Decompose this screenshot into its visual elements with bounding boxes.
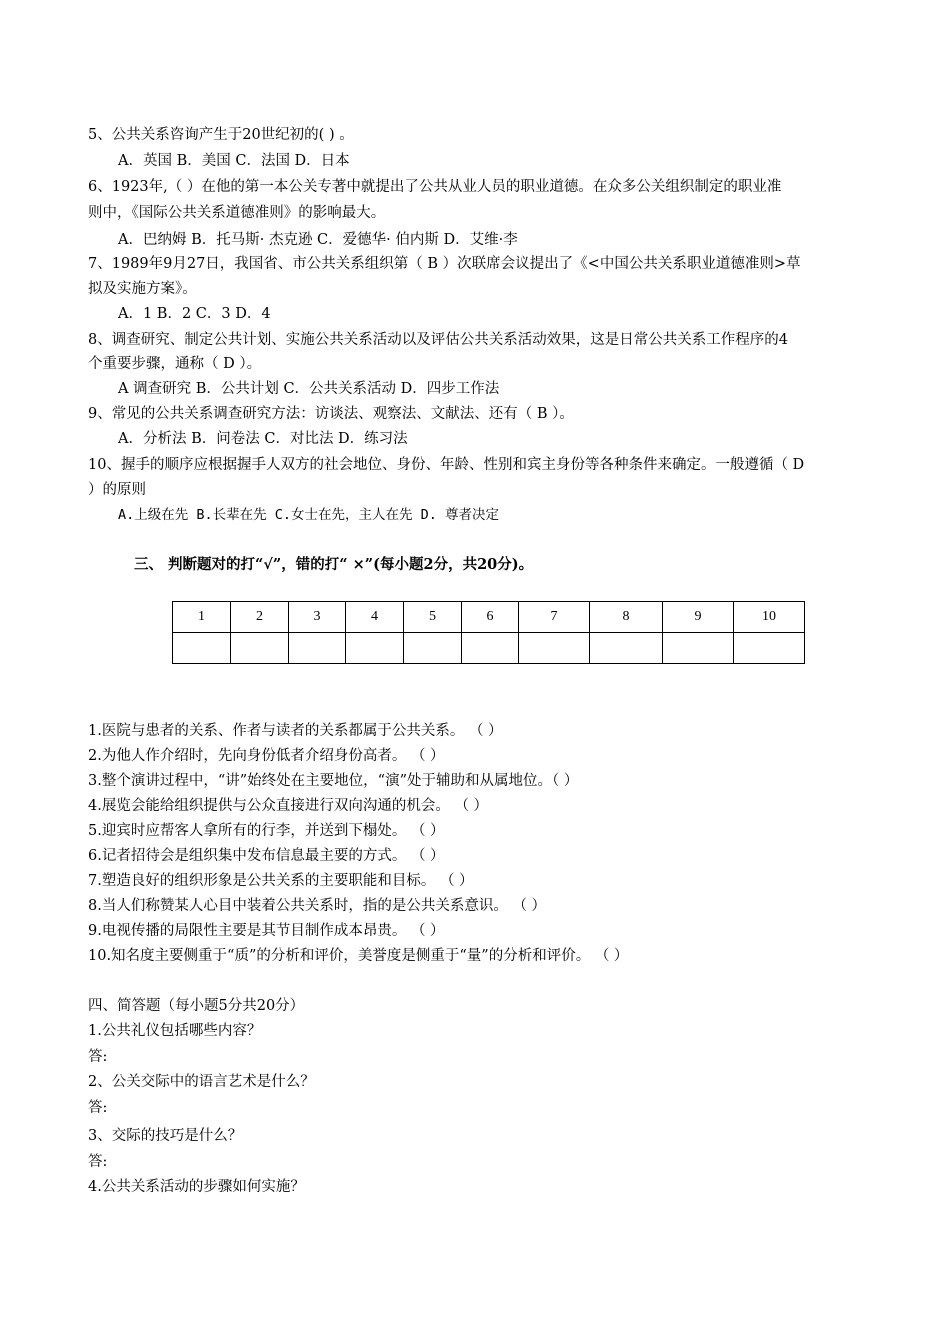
- question-10-line-1: 10、握手的顺序应根据握手人双方的社会地位、身份、年龄、性别和宾主身份等各种条件来确定。一般遵循（ D: [88, 457, 805, 473]
- judgement-item: 3.整个演讲过程中，“讲”始终处在主要地位，“演”处于辅助和从属地位。（ ）: [88, 773, 579, 789]
- short-question-3: 3、交际的技巧是什么？: [88, 1128, 243, 1144]
- judgement-item: 1.医院与患者的关系、作者与读者的关系都属于公共关系。 （ ）: [88, 723, 503, 739]
- answer-table-header-cell: 3: [289, 602, 346, 633]
- judgement-item: 8.当人们称赞某人心目中装着公共关系时，指的是公共关系意识。 （ ）: [88, 898, 547, 914]
- answer-table-input-row: [173, 633, 805, 664]
- judgement-item: 5.迎宾时应帮客人拿所有的行李，并送到下榻处。 （ ）: [88, 823, 445, 839]
- judgement-item: 7.塑造良好的组织形象是公共关系的主要职能和目标。 （ ）: [88, 873, 474, 889]
- question-5-options: A．英国 B．美国 C．法国 D．日本: [118, 153, 350, 169]
- section-3-heading: 三、 判断题对的打“√”，错的打“ ×”(每小题2分，共20分)。: [134, 556, 534, 573]
- answer-table-header-cell: 5: [404, 602, 462, 633]
- section-4-heading: 四、简答题（每小题5分共20分）: [88, 998, 305, 1014]
- answer-cell[interactable]: [734, 633, 805, 664]
- answer-table-header-cell: 4: [346, 602, 404, 633]
- answer-cell[interactable]: [590, 633, 663, 664]
- answer-table: [172, 601, 805, 664]
- answer-label-3: 答:: [88, 1154, 108, 1170]
- answer-table-header-cell: 10: [734, 602, 805, 633]
- question-7-line-2: 拟及实施方案》。: [88, 281, 197, 297]
- answer-cell[interactable]: [663, 633, 734, 664]
- judgement-item: 6.记者招待会是组织集中发布信息最主要的方式。 （ ）: [88, 848, 445, 864]
- question-7-options: A．1 B．2 C．3 D．4: [118, 306, 271, 322]
- answer-table-header-cell: 9: [663, 602, 734, 633]
- answer-cell[interactable]: [289, 633, 346, 664]
- question-6-line-2: 则中，《国际公共关系道德准则》的影响最大。: [88, 205, 386, 221]
- question-9: 9、常见的公共关系调查研究方法：访谈法、观察法、文献法、还有（ B ）。: [88, 406, 574, 422]
- judgement-item: 9.电视传播的局限性主要是其节目制作成本昂贵。 （ ）: [88, 923, 445, 939]
- answer-table-header-row: [173, 602, 805, 633]
- question-8-line-1: 8、调查研究、制定公共计划、实施公共关系活动以及评估公共关系活动效果，这是日常公共关系工作程序的4: [88, 332, 788, 348]
- question-7-line-1: 7、1989年9月27日，我国省、市公共关系组织第（ B ）次联席会议提出了《<中国公共关系职业道德准则>草: [88, 256, 801, 272]
- question-10-line-2: ）的原则: [88, 482, 146, 498]
- answer-label-1: 答:: [88, 1049, 108, 1065]
- question-5: 5、公共关系咨询产生于20世纪初的( ) 。: [88, 127, 354, 143]
- judgement-item: 4.展览会能给组织提供与公众直接进行双向沟通的机会。 （ ）: [88, 798, 489, 814]
- answer-table-header-cell: 2: [231, 602, 289, 633]
- answer-cell[interactable]: [404, 633, 462, 664]
- judgement-item: 10.知名度主要侧重于“质”的分析和评价，美誉度是侧重于“量”的分析和评价。 （ ）: [88, 948, 629, 964]
- answer-cell[interactable]: [173, 633, 231, 664]
- question-6-line-1: 6、1923年,（ ）在他的第一本公关专著中就提出了公共从业人员的职业道德。在众多公关组织制定的职业准: [88, 179, 782, 195]
- answer-table-header-cell: 8: [590, 602, 663, 633]
- answer-cell[interactable]: [231, 633, 289, 664]
- answer-cell[interactable]: [462, 633, 519, 664]
- answer-cell[interactable]: [519, 633, 590, 664]
- question-6-options: A．巴纳姆 B．托马斯· 杰克逊 C．爱德华· 伯内斯 D．艾维·李: [118, 232, 518, 248]
- answer-label-2: 答:: [88, 1100, 108, 1116]
- short-question-1: 1.公共礼仪包括哪些内容？: [88, 1023, 262, 1039]
- answer-table-header-cell: 6: [462, 602, 519, 633]
- question-9-options: A．分析法 B．问卷法 C．对比法 D．练习法: [118, 431, 408, 447]
- answer-cell[interactable]: [346, 633, 404, 664]
- question-10-options: A.上级在先 B.长辈在先 C.女士在先，主人在先 D. 尊者决定: [118, 507, 500, 523]
- answer-table-header-cell: 7: [519, 602, 590, 633]
- answer-table-header-cell: 1: [173, 602, 231, 633]
- short-question-2: 2、公关交际中的语言艺术是什么？: [88, 1074, 315, 1090]
- judgement-item: 2.为他人作介绍时，先向身份低者介绍身份高者。 （ ）: [88, 748, 445, 764]
- question-8-line-2: 个重要步骤，通称（ D ）。: [88, 356, 262, 372]
- short-question-4: 4.公共关系活动的步骤如何实施？: [88, 1179, 305, 1195]
- question-8-options: A 调查研究 B．公共计划 C．公共关系活动 D．四步工作法: [118, 381, 500, 397]
